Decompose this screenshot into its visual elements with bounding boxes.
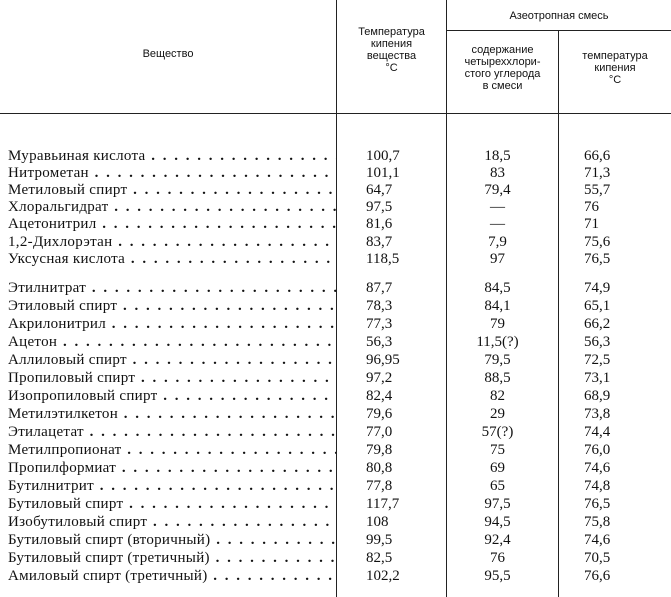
substance-name: Хлоральгидрат . . .	[8, 198, 336, 216]
content-value: 18,5	[484, 148, 511, 164]
table-row	[0, 164, 671, 182]
azeo-bp-value: 73,8	[584, 406, 611, 422]
azeo-bp-value: 75,8	[584, 514, 611, 530]
table-row	[0, 215, 671, 233]
bp-value: 77,8	[366, 478, 393, 494]
content-value: 79	[490, 316, 505, 332]
table-row	[0, 315, 671, 333]
azeo-bp-value: 66,2	[584, 316, 611, 332]
azeo-bp-value: 74,6	[584, 532, 611, 548]
content-value: 76	[490, 550, 505, 566]
bp-value: 77,0	[366, 424, 393, 440]
substance-name: Ацетон . . .	[8, 333, 336, 351]
bp-value: 108	[366, 514, 389, 530]
content-value: 95,5	[484, 568, 511, 584]
content-value: —	[490, 199, 505, 215]
bp-value: 118,5	[366, 251, 400, 267]
azeo-bp-value: 55,7	[584, 182, 611, 198]
substance-name: Этилацетат . . .	[8, 423, 336, 441]
substance-name: Пропиловый спирт . . .	[8, 369, 336, 387]
content-value: 79,4	[484, 182, 511, 198]
content-value: 69	[490, 460, 505, 476]
substance-name: Акрилонитрил . . .	[8, 315, 336, 333]
substance-name: Бутиловый спирт (третичный) . . .	[8, 549, 336, 567]
substance-name: Бутиловый спирт . . .	[8, 495, 336, 513]
table-row	[0, 495, 671, 513]
content-value: 94,5	[484, 514, 511, 530]
azeo-bp-value: 70,5	[584, 550, 611, 566]
table-row	[0, 567, 671, 585]
content-value: 84,5	[484, 280, 511, 296]
substance-name: Бутилнитрит . . .	[8, 477, 336, 495]
table-row	[0, 513, 671, 531]
content-value: 7,9	[488, 234, 507, 250]
content-value: 11,5(?)	[476, 334, 519, 350]
table-row	[0, 423, 671, 441]
substance-name: Муравьиная кислота . . .	[8, 147, 336, 165]
bp-value: 79,8	[366, 442, 393, 458]
table-row	[0, 405, 671, 423]
table-row	[0, 441, 671, 459]
azeo-bp-value: 72,5	[584, 352, 611, 368]
table-row	[0, 250, 671, 268]
content-value: 75	[490, 442, 505, 458]
table-row	[0, 549, 671, 567]
content-value: 97,5	[484, 496, 511, 512]
azeotrope-underline	[446, 30, 671, 31]
header-ccl4-content: содержание четыреххлори- стого углерода в смеси	[464, 44, 541, 92]
content-value: 97	[490, 251, 505, 267]
table-row	[0, 297, 671, 315]
azeo-bp-value: 71,3	[584, 165, 611, 181]
bp-value: 97,5	[366, 199, 393, 215]
content-value: 84,1	[484, 298, 511, 314]
bp-value: 64,7	[366, 182, 393, 198]
bp-value: 87,7	[366, 280, 393, 296]
bp-value: 97,2	[366, 370, 393, 386]
substance-name: Уксусная кислота . . .	[8, 250, 336, 268]
azeo-bp-value: 74,9	[584, 280, 611, 296]
bp-value: 82,5	[366, 550, 393, 566]
azeo-bp-value: 65,1	[584, 298, 611, 314]
content-value: 83	[490, 165, 505, 181]
table-row	[0, 181, 671, 199]
substance-name: Амиловый спирт (третичный) . . .	[8, 567, 336, 585]
table-row	[0, 279, 671, 297]
content-value: —	[490, 216, 505, 232]
bp-value: 78,3	[366, 298, 393, 314]
bp-value: 101,1	[366, 165, 400, 181]
bp-value: 77,3	[366, 316, 393, 332]
azeo-bp-value: 56,3	[584, 334, 611, 350]
content-value: 65	[490, 478, 505, 494]
table-row	[0, 477, 671, 495]
azeo-bp-value: 73,1	[584, 370, 611, 386]
bp-value: 82,4	[366, 388, 393, 404]
substance-name: Метиловый спирт . . .	[8, 181, 336, 199]
substance-name: Этиловый спирт . . .	[8, 297, 336, 315]
header-substance: Вещество	[142, 48, 194, 60]
content-value: 88,5	[484, 370, 511, 386]
table-row	[0, 233, 671, 251]
substance-name: Нитрометан . . .	[8, 164, 336, 182]
bp-value: 80,8	[366, 460, 393, 476]
azeo-bp-value: 75,6	[584, 234, 611, 250]
table-row	[0, 333, 671, 351]
substance-name: Изопропиловый спирт . . .	[8, 387, 336, 405]
substance-name: Метилпропионат . . .	[8, 441, 336, 459]
content-value: 57(?)	[481, 424, 514, 440]
content-value: 79,5	[484, 352, 511, 368]
substance-name: Изобутиловый спирт . . .	[8, 513, 336, 531]
substance-name: Аллиловый спирт . . .	[8, 351, 336, 369]
bp-value: 100,7	[366, 148, 400, 164]
azeo-bp-value: 76,6	[584, 568, 611, 584]
header-azeotrope: Азеотропная смесь	[509, 10, 609, 22]
table-row	[0, 351, 671, 369]
substance-name: 1,2-Дихлорэтан . . .	[8, 233, 336, 251]
bp-value: 83,7	[366, 234, 393, 250]
table-row	[0, 459, 671, 477]
content-value: 29	[490, 406, 505, 422]
azeo-bp-value: 76,5	[584, 251, 611, 267]
substance-name: Метилэтилкетон . . .	[8, 405, 336, 423]
azeo-bp-value: 76,5	[584, 496, 611, 512]
table-row	[0, 369, 671, 387]
substance-name: Бутиловый спирт (вторичный) . . .	[8, 531, 336, 549]
bp-value: 79,6	[366, 406, 393, 422]
header-bottom-rule	[0, 113, 671, 114]
bp-value: 96,95	[366, 352, 400, 368]
header-bp-substance: Температура кипения вещества °C	[358, 26, 425, 74]
table-row	[0, 387, 671, 405]
bp-value: 117,7	[366, 496, 400, 512]
azeo-bp-value: 74,4	[584, 424, 611, 440]
content-value: 82	[490, 388, 505, 404]
azeo-bp-value: 74,8	[584, 478, 611, 494]
bp-value: 81,6	[366, 216, 393, 232]
table-row	[0, 147, 671, 165]
header-azeo-bp: температура кипения °C	[582, 50, 648, 86]
azeo-bp-value: 71	[584, 216, 599, 232]
bp-value: 56,3	[366, 334, 393, 350]
azeo-bp-value: 76	[584, 199, 599, 215]
azeo-bp-value: 74,6	[584, 460, 611, 476]
bp-value: 99,5	[366, 532, 393, 548]
azeo-bp-value: 66,6	[584, 148, 611, 164]
content-value: 92,4	[484, 532, 511, 548]
substance-name: Ацетонитрил . . .	[8, 215, 336, 233]
substance-name: Этилнитрат . . .	[8, 279, 336, 297]
substance-name: Пропилформиат . . .	[8, 459, 336, 477]
azeo-bp-value: 76,0	[584, 442, 611, 458]
bp-value: 102,2	[366, 568, 400, 584]
table-row	[0, 198, 671, 216]
azeo-bp-value: 68,9	[584, 388, 611, 404]
table-row	[0, 531, 671, 549]
